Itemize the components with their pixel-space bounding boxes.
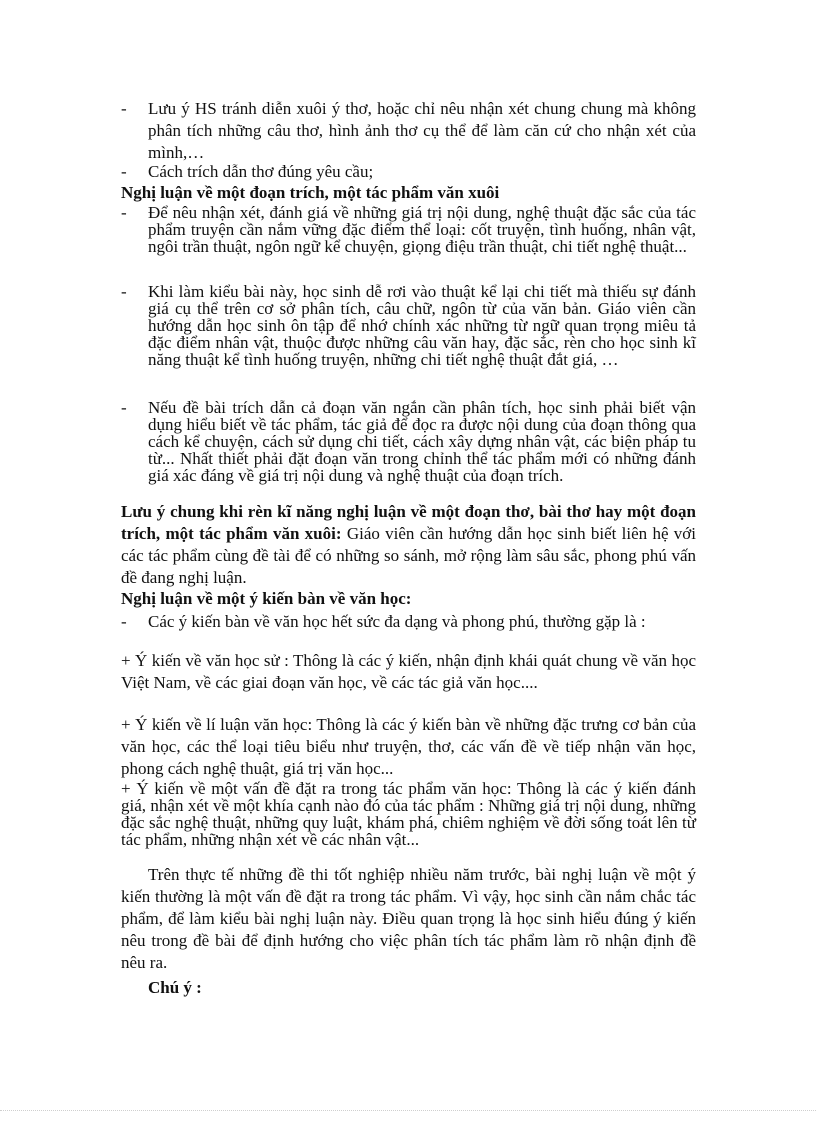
list-item xyxy=(121,283,696,368)
paragraph: Trên thực tế những đề thi tốt nghiệp nhiều năm trước, bài nghị luận về một ý kiến thường là một vấn đề đặt ra trong tác phẩm. Vì vậy, học sinh cần nắm chắc tác phẩm, để làm kiểu bài nghị luận này. Điều quan trọng là học sinh hiểu đúng ý kiến nêu trong đề bài để định hướng cho việc phân tích tác phẩm làm rõ nhận định đề nêu ra. xyxy=(121,865,696,972)
list-item xyxy=(121,612,696,632)
paragraph: + Ý kiến về lí luận văn học: Thông là các ý kiến bàn về những đặc trưng cơ bản của văn học, các thể loại tiêu biểu như truyện, thơ, các vấn đề về tiếp nhận văn học, phong cách nghệ thuật, giá trị văn học... xyxy=(121,715,696,778)
list-item xyxy=(121,204,696,255)
bullet-dash: - xyxy=(121,162,127,181)
paragraph-text: Các ý kiến bàn về văn học hết sức đa dạng và phong phú, thường gặp là : xyxy=(148,612,646,631)
bullet-dash: - xyxy=(121,398,127,417)
note-heading: Chú ý : xyxy=(148,978,202,997)
section-heading: Nghị luận về một ý kiến bàn về văn học: xyxy=(121,589,412,608)
list-item xyxy=(121,98,696,164)
bullet-dash: - xyxy=(121,612,127,631)
list-item xyxy=(121,399,696,484)
bullet-dash: - xyxy=(121,203,127,222)
paragraph-text: Cách trích dẫn thơ đúng yêu cầu; xyxy=(148,162,374,181)
bullet-dash: - xyxy=(121,282,127,301)
paragraph-text: Nếu đề bài trích dẫn cả đoạn văn ngắn cần phân tích, học sinh phải biết vận dụng hiểu biết về tác phẩm, tác giả để đọc ra được nội dung của đoạn thông qua cách kể chuyện, cách sử dụng chi tiết, cách xây dựng nhân vật, các biện pháp tu từ... Nhất thiết phải đặt đoạn văn trong chỉnh thể tác phẩm mới có những đánh giá xác đáng về giá trị nội dung và nghệ thuật của đoạn trích. xyxy=(148,398,696,485)
paragraph: + Ý kiến về một vấn đề đặt ra trong tác phẩm văn học: Thông là các ý kiến đánh giá, nhận xét về một khía cạnh nào đó của tác phẩm : Những giá trị nội dung, những đặc sắc nghệ thuật, những quy luật, khám phá, chiêm nghiệm về đời sống toát lên từ tác phẩm, những nhận xét về các nhân vật... xyxy=(121,779,696,849)
section-heading: Nghị luận về một đoạn trích, một tác phẩm văn xuôi xyxy=(121,183,500,202)
summary-lead: Lưu ý chung khi rèn kĩ năng nghị luận về một đoạn thơ, bài thơ hay một đoạn trích, một tác phẩm văn xuôi: xyxy=(121,502,696,543)
paragraph: + Ý kiến về văn học sử : Thông là các ý kiến, nhận định khái quát chung về văn học Việt Nam, về các giai đoạn văn học, về các tác giả văn học.... xyxy=(121,651,696,692)
bullet-dash: - xyxy=(121,99,127,118)
paragraph-text: Lưu ý HS tránh diễn xuôi ý thơ, hoặc chỉ nêu nhận xét chung chung mà không phân tích những câu thơ, hình ảnh thơ cụ thể để làm căn cứ cho nhận xét của mình,… xyxy=(148,99,696,162)
paragraph-text: Để nêu nhận xét, đánh giá về những giá trị nội dung, nghệ thuật đặc sắc của tác phẩm truyện cần nắm vững đặc điểm thể loại: cốt truyện, tình huống, nhân vật, ngôi trần thuật, ngôn ngữ kể chuyện, giọng điệu trần thuật, chi tiết nghệ thuật... xyxy=(148,203,696,256)
paragraph-text: Khi làm kiểu bài này, học sinh dễ rơi vào thuật kể lại chi tiết mà thiếu sự đánh giá cụ thể trên cơ sở phân tích, câu chữ, ngôn từ của văn bản. Giáo viên cần hướng dẫn học sinh ôn tập để nhớ chính xác những từ ngữ quan trọng miêu tả đặc điểm nhân vật, thuộc được những câu văn hay, đặc sắc, rèn cho học sinh kĩ năng thuật kể tình huống truyện, những chi tiết nghệ thuật đắt giá, … xyxy=(148,282,696,369)
summary-body: Giáo viên cần hướng dẫn học sinh biết liên hệ với các tác phẩm cùng đề tài để có những so sánh, mở rộng làm sâu sắc, phong phú vấn đề đang nghị luận. xyxy=(121,524,697,587)
list-item xyxy=(121,162,696,182)
page-bottom-divider xyxy=(0,1110,816,1111)
summary-paragraph xyxy=(121,501,696,589)
